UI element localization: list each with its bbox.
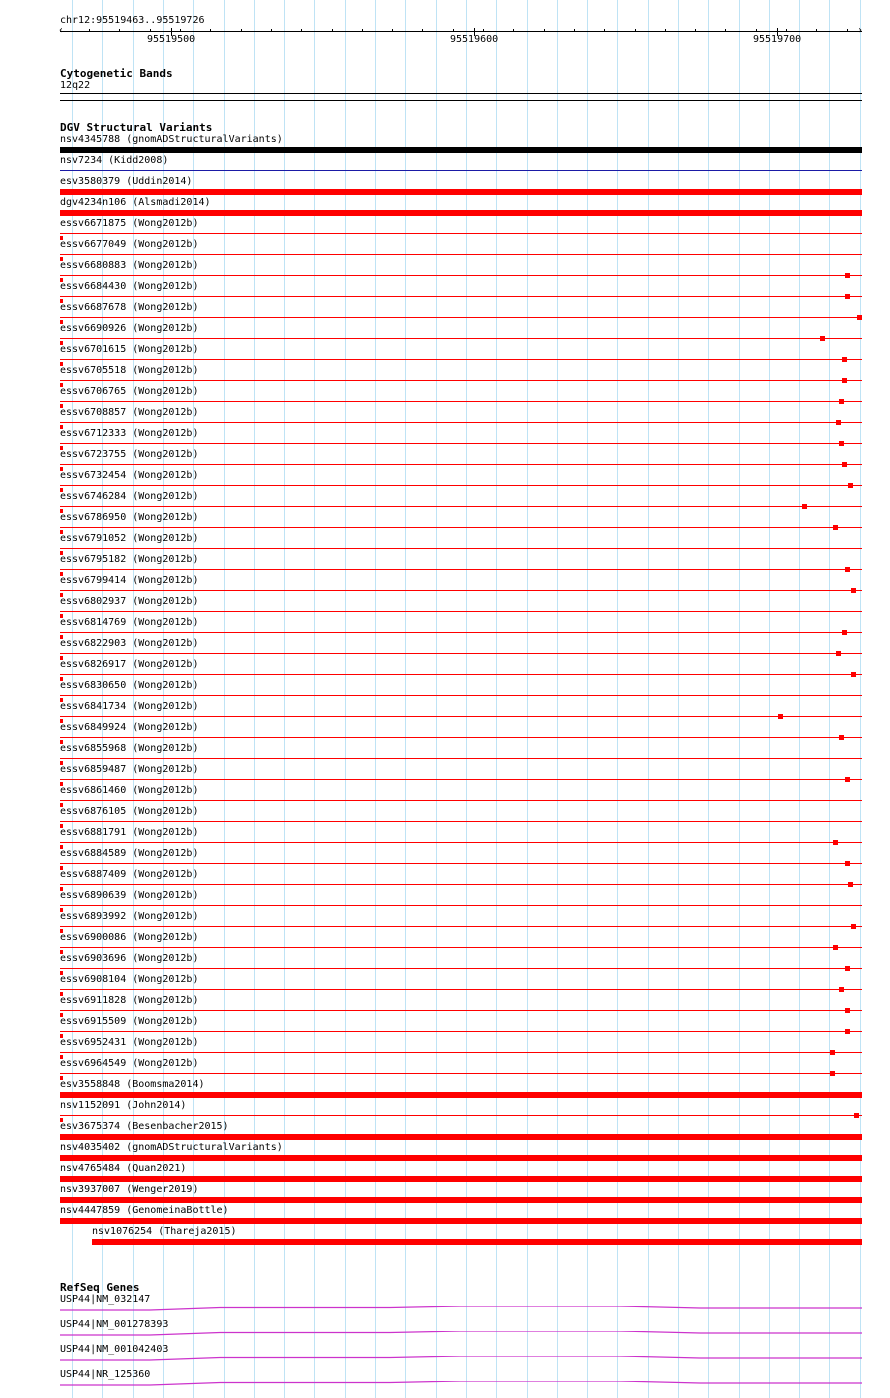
- variant-bar[interactable]: [60, 1134, 862, 1140]
- variant-bar[interactable]: [60, 527, 862, 528]
- variant-end-marker: [830, 1050, 835, 1055]
- variant-bar[interactable]: [60, 947, 862, 948]
- variant-bar[interactable]: [60, 695, 862, 696]
- variant-label[interactable]: esv3558848 (Boomsma2014): [60, 1079, 205, 1090]
- variant-label[interactable]: essv6876105 (Wong2012b): [60, 806, 199, 817]
- ruler-minor-tick: [89, 29, 90, 32]
- variant-bar[interactable]: [60, 189, 862, 195]
- ruler-minor-tick: [635, 29, 636, 32]
- variant-label[interactable]: essv6964549 (Wong2012b): [60, 1058, 199, 1069]
- variant-label[interactable]: essv6890639 (Wong2012b): [60, 890, 199, 901]
- variant-end-marker: [854, 1113, 859, 1118]
- variant-bar[interactable]: [60, 590, 862, 591]
- variant-label[interactable]: essv6908104 (Wong2012b): [60, 974, 199, 985]
- variant-end-marker: [842, 378, 847, 383]
- variant-end-marker: [848, 882, 853, 887]
- variant-label[interactable]: essv6712333 (Wong2012b): [60, 428, 199, 439]
- ruler-minor-tick: [241, 29, 242, 32]
- variant-bar[interactable]: [60, 1092, 862, 1098]
- variant-bar[interactable]: [60, 989, 862, 990]
- variant-bar[interactable]: [60, 1052, 862, 1053]
- variant-label[interactable]: essv6861460 (Wong2012b): [60, 785, 199, 796]
- variant-label[interactable]: essv6849924 (Wong2012b): [60, 722, 199, 733]
- variant-label[interactable]: essv6859487 (Wong2012b): [60, 764, 199, 775]
- variant-bar[interactable]: [60, 464, 862, 465]
- variant-end-marker: [820, 336, 825, 341]
- ruler-minor-tick: [847, 29, 848, 32]
- variant-label[interactable]: essv6791052 (Wong2012b): [60, 533, 199, 544]
- variant-label[interactable]: essv6786950 (Wong2012b): [60, 512, 199, 523]
- variant-bar[interactable]: [60, 758, 862, 759]
- variant-end-marker: [851, 672, 856, 677]
- variant-bar[interactable]: [60, 821, 862, 822]
- variant-label[interactable]: essv6732454 (Wong2012b): [60, 470, 199, 481]
- ruler-minor-tick: [210, 29, 211, 32]
- ruler-minor-tick: [574, 29, 575, 32]
- variant-label[interactable]: essv6723755 (Wong2012b): [60, 449, 199, 460]
- gene-model[interactable]: [60, 1306, 862, 1312]
- variant-label[interactable]: nsv3937007 (Wenger2019): [60, 1184, 199, 1195]
- variant-bar[interactable]: [60, 611, 862, 612]
- ruler-minor-tick: [180, 29, 181, 32]
- ruler-minor-tick: [756, 29, 757, 32]
- variant-bar[interactable]: [60, 1031, 862, 1032]
- variant-label[interactable]: essv6677049 (Wong2012b): [60, 239, 199, 250]
- variant-bar[interactable]: [60, 800, 862, 801]
- variant-label[interactable]: essv6855968 (Wong2012b): [60, 743, 199, 754]
- variant-bar[interactable]: [60, 422, 862, 423]
- ruler-minor-tick: [453, 29, 454, 32]
- variant-bar[interactable]: [60, 338, 862, 339]
- variant-label[interactable]: essv6884589 (Wong2012b): [60, 848, 199, 859]
- gene-line: [60, 1356, 862, 1360]
- variant-label[interactable]: essv6887409 (Wong2012b): [60, 869, 199, 880]
- variant-label[interactable]: essv6881791 (Wong2012b): [60, 827, 199, 838]
- variant-label[interactable]: essv6911828 (Wong2012b): [60, 995, 199, 1006]
- ruler-tick-label: 95519500: [147, 34, 196, 45]
- variant-end-marker: [845, 1029, 850, 1034]
- variant-end-marker: [842, 357, 847, 362]
- variant-bar[interactable]: [60, 443, 862, 444]
- variant-label[interactable]: essv6841734 (Wong2012b): [60, 701, 199, 712]
- variant-bar[interactable]: [60, 296, 862, 297]
- variant-bar[interactable]: [60, 359, 862, 360]
- variant-label[interactable]: essv6799414 (Wong2012b): [60, 575, 199, 586]
- variant-label[interactable]: nsv1076254 (Thareja2015): [92, 1226, 237, 1237]
- variant-end-marker: [839, 735, 844, 740]
- ruler-minor-tick: [725, 29, 726, 32]
- variant-label[interactable]: essv6671875 (Wong2012b): [60, 218, 199, 229]
- ruler-minor-tick: [119, 29, 120, 32]
- variant-bar[interactable]: [60, 401, 862, 402]
- variant-bar[interactable]: [60, 1115, 862, 1116]
- variant-bar[interactable]: [60, 1010, 862, 1011]
- variant-label[interactable]: essv6952431 (Wong2012b): [60, 1037, 199, 1048]
- variant-label[interactable]: essv6826917 (Wong2012b): [60, 659, 199, 670]
- variant-end-marker: [839, 987, 844, 992]
- variant-end-marker: [845, 567, 850, 572]
- variant-end-marker: [842, 630, 847, 635]
- variant-end-marker: [830, 1071, 835, 1076]
- ruler-minor-tick: [544, 29, 545, 32]
- variant-bar[interactable]: [60, 905, 862, 906]
- variant-bar[interactable]: [60, 863, 862, 864]
- variant-bar[interactable]: [60, 1218, 862, 1224]
- variant-label[interactable]: essv6795182 (Wong2012b): [60, 554, 199, 565]
- variant-label[interactable]: essv6680883 (Wong2012b): [60, 260, 199, 271]
- variant-end-marker: [802, 504, 807, 509]
- variant-bar[interactable]: [60, 653, 862, 654]
- variant-end-marker: [839, 441, 844, 446]
- variant-end-marker: [845, 966, 850, 971]
- variant-label[interactable]: essv6802937 (Wong2012b): [60, 596, 199, 607]
- gene-model[interactable]: [60, 1331, 862, 1337]
- variant-label[interactable]: essv6684430 (Wong2012b): [60, 281, 199, 292]
- ruler-minor-tick: [150, 29, 151, 32]
- ruler-tick-label: 95519700: [753, 34, 802, 45]
- variant-bar[interactable]: [60, 1197, 862, 1203]
- variant-label[interactable]: essv6706765 (Wong2012b): [60, 386, 199, 397]
- ruler-tick-label: 95519600: [450, 34, 499, 45]
- ruler-minor-tick: [695, 29, 696, 32]
- variant-label[interactable]: nsv4035402 (gnomADStructuralVariants): [60, 1142, 283, 1153]
- variant-end-marker: [848, 483, 853, 488]
- gene-label[interactable]: USP44|NM_032147: [60, 1294, 151, 1305]
- variant-label[interactable]: dgv4234n106 (Alsmadi2014): [60, 197, 211, 208]
- variant-bar[interactable]: [60, 674, 862, 675]
- variant-bar[interactable]: [60, 506, 862, 507]
- variant-end-marker: [845, 1008, 850, 1013]
- gene-label[interactable]: USP44|NM_001042403: [60, 1344, 169, 1355]
- gene-line: [60, 1381, 862, 1385]
- variant-label[interactable]: essv6830650 (Wong2012b): [60, 680, 199, 691]
- region-coordinates: chr12:95519463..95519726: [60, 15, 205, 26]
- variant-end-marker: [842, 462, 847, 467]
- variant-bar[interactable]: [60, 569, 862, 570]
- variant-end-marker: [836, 420, 841, 425]
- variant-end-marker: [833, 840, 838, 845]
- variant-bar[interactable]: [60, 380, 862, 381]
- variant-label[interactable]: essv6687678 (Wong2012b): [60, 302, 199, 313]
- ruler-minor-tick: [392, 29, 393, 32]
- variant-label[interactable]: essv6746284 (Wong2012b): [60, 491, 199, 502]
- variant-label[interactable]: essv6900086 (Wong2012b): [60, 932, 199, 943]
- variant-bar[interactable]: [60, 1155, 862, 1161]
- variant-label[interactable]: essv6690926 (Wong2012b): [60, 323, 199, 334]
- track-title-dgv-structural-variants[interactable]: DGV Structural Variants: [60, 121, 213, 134]
- variant-bar[interactable]: [60, 485, 862, 486]
- variant-bar[interactable]: [60, 632, 862, 633]
- variant-label[interactable]: essv6915509 (Wong2012b): [60, 1016, 199, 1027]
- variant-label[interactable]: essv6814769 (Wong2012b): [60, 617, 199, 628]
- cytoband-bar[interactable]: [60, 93, 862, 101]
- gene-model[interactable]: [60, 1356, 862, 1362]
- variant-end-marker: [857, 315, 862, 320]
- variant-label[interactable]: nsv4447859 (GenomeinaBottle): [60, 1205, 229, 1216]
- variant-label[interactable]: essv6705518 (Wong2012b): [60, 365, 199, 376]
- variant-bar[interactable]: [60, 737, 862, 738]
- ruler-minor-tick: [816, 29, 817, 32]
- variant-label[interactable]: essv6893992 (Wong2012b): [60, 911, 199, 922]
- variant-end-marker: [845, 777, 850, 782]
- variant-label[interactable]: esv3675374 (Besenbacher2015): [60, 1121, 229, 1132]
- ruler-minor-tick: [332, 29, 333, 32]
- variant-end-marker: [845, 861, 850, 866]
- variant-bar[interactable]: [60, 275, 862, 276]
- ruler-minor-tick: [422, 29, 423, 32]
- variant-bar[interactable]: [60, 716, 862, 717]
- variant-end-marker: [845, 294, 850, 299]
- variant-label[interactable]: essv6708857 (Wong2012b): [60, 407, 199, 418]
- variant-bar[interactable]: [60, 548, 862, 549]
- gene-label[interactable]: USP44|NR_125360: [60, 1369, 151, 1380]
- variant-bar[interactable]: [60, 317, 862, 318]
- ruler-minor-tick: [301, 29, 302, 32]
- variant-label[interactable]: nsv7234 (Kidd2008): [60, 155, 169, 166]
- variant-bar[interactable]: [60, 968, 862, 969]
- variant-end-marker: [839, 399, 844, 404]
- variant-label[interactable]: nsv1152091 (John2014): [60, 1100, 187, 1111]
- ruler-minor-tick: [513, 29, 514, 32]
- variant-end-marker: [778, 714, 783, 719]
- ruler-right-arrow-icon: ›: [857, 25, 864, 36]
- variant-bar[interactable]: [60, 884, 862, 885]
- variant-bar[interactable]: [60, 210, 862, 216]
- variant-label[interactable]: nsv4345788 (gnomADStructuralVariants): [60, 134, 283, 145]
- variant-bar[interactable]: [60, 147, 862, 153]
- variant-end-marker: [851, 924, 856, 929]
- ruler-left-arrow-icon: ‹: [58, 25, 65, 36]
- gene-line: [60, 1331, 862, 1335]
- variant-end-marker: [851, 588, 856, 593]
- variant-label[interactable]: esv3580379 (Uddin2014): [60, 176, 193, 187]
- gene-label[interactable]: USP44|NM_001278393: [60, 1319, 169, 1330]
- variant-label[interactable]: essv6822903 (Wong2012b): [60, 638, 199, 649]
- cytoband-label: 12q22: [60, 80, 91, 91]
- ruler-minor-tick: [604, 29, 605, 32]
- gene-line: [60, 1306, 862, 1310]
- variant-bar[interactable]: [92, 1239, 862, 1245]
- ruler-minor-tick: [362, 29, 363, 32]
- track-title-refseq-genes[interactable]: RefSeq Genes: [60, 1281, 140, 1294]
- variant-end-marker: [845, 273, 850, 278]
- ruler-minor-tick: [786, 29, 787, 32]
- variant-bar[interactable]: [60, 254, 862, 255]
- variant-label[interactable]: essv6701615 (Wong2012b): [60, 344, 199, 355]
- variant-bar[interactable]: [60, 170, 862, 171]
- variant-bar[interactable]: [60, 233, 862, 234]
- variant-end-marker: [833, 525, 838, 530]
- variant-bar[interactable]: [60, 1176, 862, 1182]
- ruler-minor-tick: [665, 29, 666, 32]
- ruler-minor-tick: [271, 29, 272, 32]
- variant-end-marker: [836, 651, 841, 656]
- variant-bar[interactable]: [60, 779, 862, 780]
- track-title-cytogenetic-bands[interactable]: Cytogenetic Bands: [60, 67, 173, 80]
- variant-bar[interactable]: [60, 926, 862, 927]
- variant-bar[interactable]: [60, 842, 862, 843]
- gene-model[interactable]: [60, 1381, 862, 1387]
- variant-label[interactable]: nsv4765484 (Quan2021): [60, 1163, 187, 1174]
- variant-end-marker: [833, 945, 838, 950]
- variant-label[interactable]: essv6903696 (Wong2012b): [60, 953, 199, 964]
- variant-bar[interactable]: [60, 1073, 862, 1074]
- ruler-minor-tick: [483, 29, 484, 32]
